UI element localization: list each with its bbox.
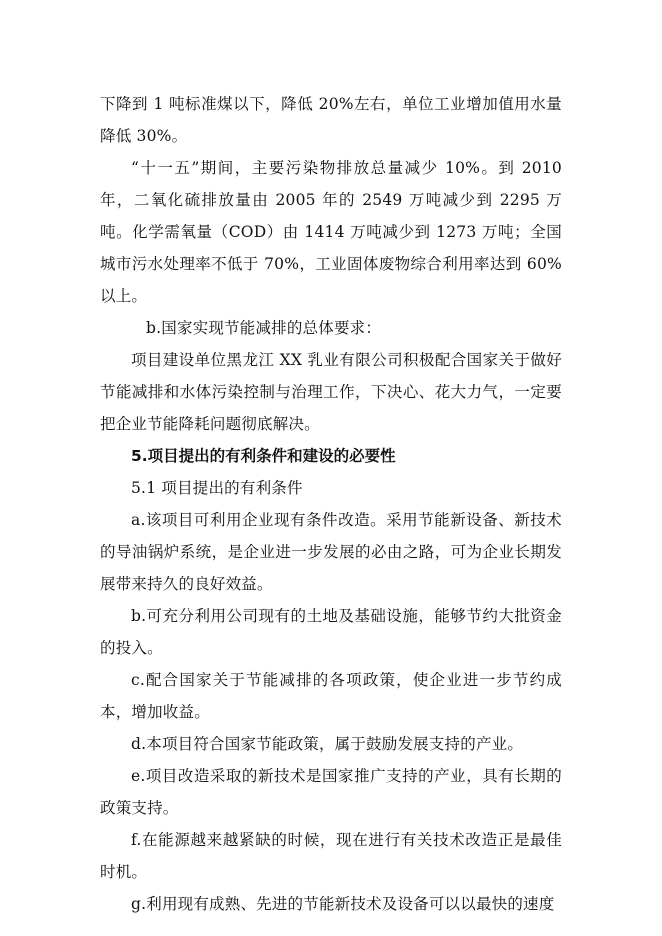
list-item-a: a.该项目可利用企业现有条件改造。采用节能新设备、新技术的导油锅炉系统，是企业进一步发展的必由之路，可为企业长期发展带来持久的良好效益。 bbox=[100, 511, 562, 593]
list-item-f: f.在能源越来越紧缺的时候，现在进行有关技术改造正是最佳时机。 bbox=[100, 831, 562, 881]
paragraph-requirements-label: b.国家实现节能减排的总体要求： bbox=[146, 319, 382, 337]
list-item-b: b.可充分利用公司现有的土地及基础设施，能够节约大批资金的投入。 bbox=[100, 607, 562, 657]
paragraph-company-commitment: 项目建设单位黑龙江 XX 乳业有限公司积极配合国家关于做好节能减排和水体污染控制与治理工作，下决心、花大力气，一定要把企业节能降耗问题彻底解决。 bbox=[100, 351, 562, 433]
paragraph-eleventh-five-year: “十一五”期间，主要污染物排放总量减少 10%。到 2010 年，二氧化硫排放量由 2005 年的 2549 万吨减少到 2295 万吨。化学需氧量（COD）由 1414 万吨减少到 1273 万吨；全国城市污水处理率不低于 70%，工业固体废物综合利用率达到 60%以上。 bbox=[100, 159, 562, 305]
document-page bbox=[100, 88, 562, 920]
list-item-d: d.本项目符合国家节能政策，属于鼓励发展支持的产业。 bbox=[131, 735, 524, 753]
list-item-g: g.利用现有成熟、先进的节能新技术及设备可以以最快的速度 bbox=[131, 895, 555, 913]
list-item-e: e.项目改造采取的新技术是国家推广支持的产业，具有长期的政策支持。 bbox=[100, 767, 562, 817]
subsection-heading-5-1: 5.1 项目提出的有利条件 bbox=[131, 479, 303, 497]
list-item-c: c.配合国家关于节能减排的各项政策，使企业进一步节约成本，增加收益。 bbox=[100, 671, 562, 721]
paragraph-energy-target: 下降到 1 吨标准煤以下，降低 20%左右，单位工业增加值用水量降低 30%。 bbox=[100, 95, 562, 145]
section-heading-5: 5.项目提出的有利条件和建设的必要性 bbox=[131, 447, 396, 465]
